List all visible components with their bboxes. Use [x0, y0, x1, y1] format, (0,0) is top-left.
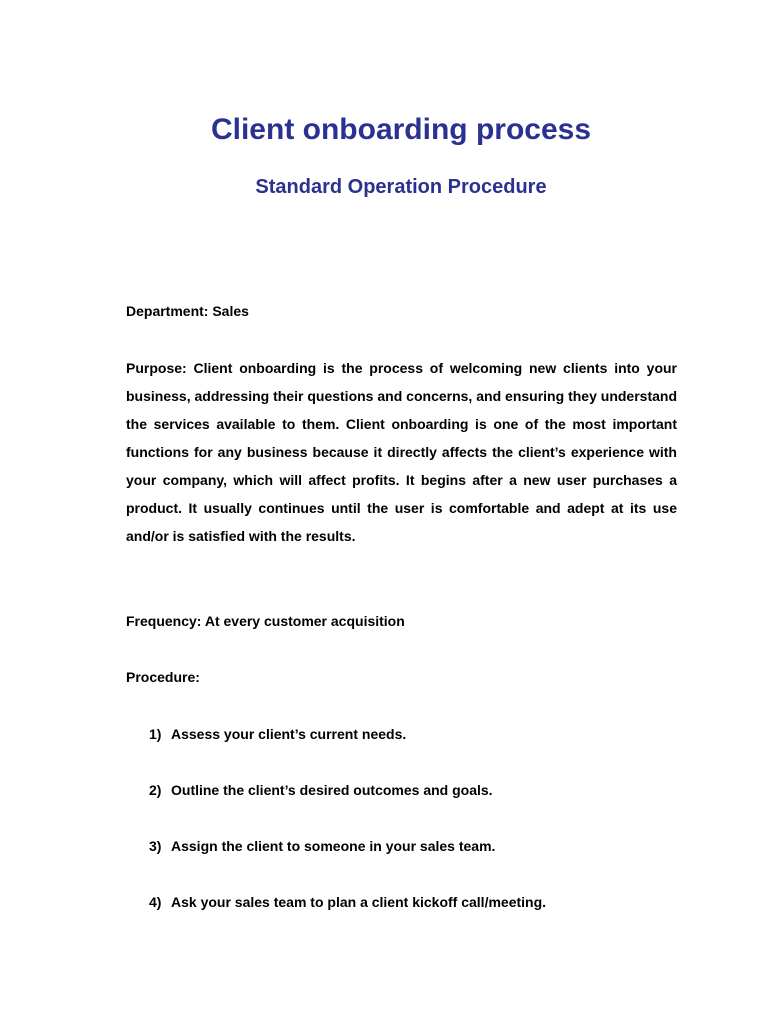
- procedure-step: [149, 888, 546, 944]
- step-number: 3): [149, 838, 162, 854]
- procedure-step: [149, 832, 546, 888]
- step-text: Assess your client’s current needs.: [171, 726, 407, 742]
- document-subtitle: Standard Operation Procedure: [255, 176, 547, 198]
- purpose-paragraph: Purpose: Client onboarding is the process of welcoming new clients into your business, addressing their questions and concerns, and ensuring they understand the services available to them. Client onboarding is one of the most important functions for any business because it directly affects the client’s experience with your company, which will affect profits. It begins after a new user purchases a product. It usually continues until the user is comfortable and adept at its use and/or is satisfied with the results.: [126, 360, 677, 544]
- step-number: 2): [149, 782, 162, 798]
- procedure-step: [149, 776, 546, 832]
- step-number: 1): [149, 726, 162, 742]
- procedure-steps-list: [149, 720, 546, 944]
- procedure-step: [149, 720, 546, 776]
- procedure-label: Procedure:: [126, 669, 200, 685]
- step-number: 4): [149, 894, 162, 910]
- step-text: Outline the client’s desired outcomes and goals.: [171, 782, 493, 798]
- department-line: Department: Sales: [126, 303, 249, 319]
- frequency-line: Frequency: At every customer acquisition: [126, 613, 405, 629]
- step-text: Assign the client to someone in your sales team.: [171, 838, 496, 854]
- step-text: Ask your sales team to plan a client kickoff call/meeting.: [171, 894, 547, 910]
- document-title: Client onboarding process: [210, 113, 592, 146]
